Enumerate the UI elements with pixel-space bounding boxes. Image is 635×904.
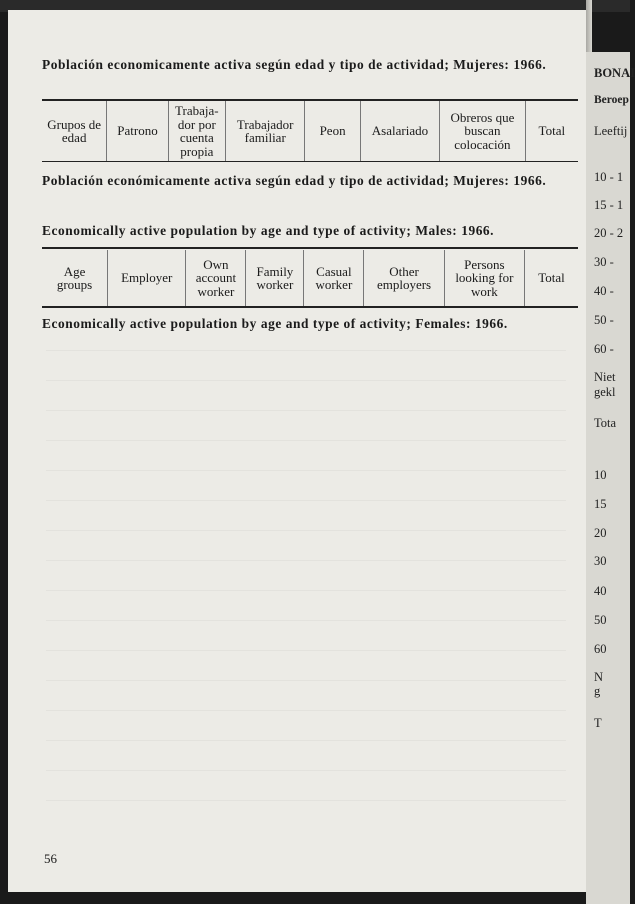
header-own-account: Own account worker [186, 250, 246, 306]
header-casual-worker: Casual worker [304, 250, 364, 306]
right-heading: BONAI [594, 66, 635, 80]
header-family-worker: Family worker [246, 250, 304, 306]
header-own-account: Trabaja-dor por cuenta propia [168, 101, 225, 161]
header-age-groups: Grupos de edad [47, 116, 102, 145]
right-row: 30 [594, 554, 607, 568]
right-row: gekl [594, 385, 616, 399]
header-table-es [42, 101, 578, 161]
right-subheading: Beroep [594, 94, 629, 106]
header-wage-earner: Asalariado [360, 101, 439, 161]
right-row: 60 - [594, 342, 614, 356]
right-row: Niet [594, 370, 616, 384]
rule-en-top [42, 247, 578, 249]
header-total: Total [525, 101, 578, 161]
header-employer: Employer [108, 250, 186, 306]
right-row: 50 [594, 613, 607, 627]
section-en-2-title: Economically active population by age and type of activity; Females: 1966. [42, 316, 508, 331]
header-age-groups: Age groups [56, 263, 93, 292]
right-row: 20 [594, 526, 607, 540]
header-employer: Patrono [107, 101, 168, 161]
section-es-1-title: Población economicamente activa según edad y tipo de actividad; Mujeres: 1966. [42, 57, 547, 72]
right-row: 10 [594, 468, 607, 482]
right-row: 10 - 1 [594, 170, 624, 184]
right-row: 20 - 2 [594, 226, 624, 240]
rule-en-bottom [42, 306, 578, 308]
right-row: 60 [594, 642, 607, 656]
header-casual-worker: Peon [305, 101, 360, 161]
header-looking-for-work: Obreros que buscan colocación [440, 101, 525, 161]
right-row: N [594, 670, 604, 684]
right-row: g [594, 684, 601, 698]
header-persons-looking: Persons looking for work [444, 250, 524, 306]
header-other-employers: Other employers [364, 250, 444, 306]
header-family-worker: Trabajador familiar [226, 101, 305, 161]
rule-es-bottom [42, 161, 578, 162]
right-row: 30 - [594, 255, 614, 269]
right-page-edge [586, 52, 635, 904]
header-table-en [42, 250, 578, 306]
section-en-1-title: Economically active population by age and type of activity; Males: 1966. [42, 223, 495, 238]
right-row: Tota [594, 416, 617, 430]
bleed-through-shadow [46, 350, 566, 830]
page-number: 56 [44, 851, 57, 866]
header-total: Total [525, 250, 578, 306]
section-es-2-title: Población económicamente activa según edad y tipo de actividad; Mujeres: 1966. [42, 173, 547, 188]
right-row: 15 - 1 [594, 198, 624, 212]
right-row: 40 [594, 584, 607, 598]
right-row: T [594, 716, 602, 730]
right-row: 40 - [594, 284, 614, 298]
right-row: 50 - [594, 313, 614, 327]
right-col-label: Leeftij [594, 124, 628, 138]
right-row: 15 [594, 497, 607, 511]
